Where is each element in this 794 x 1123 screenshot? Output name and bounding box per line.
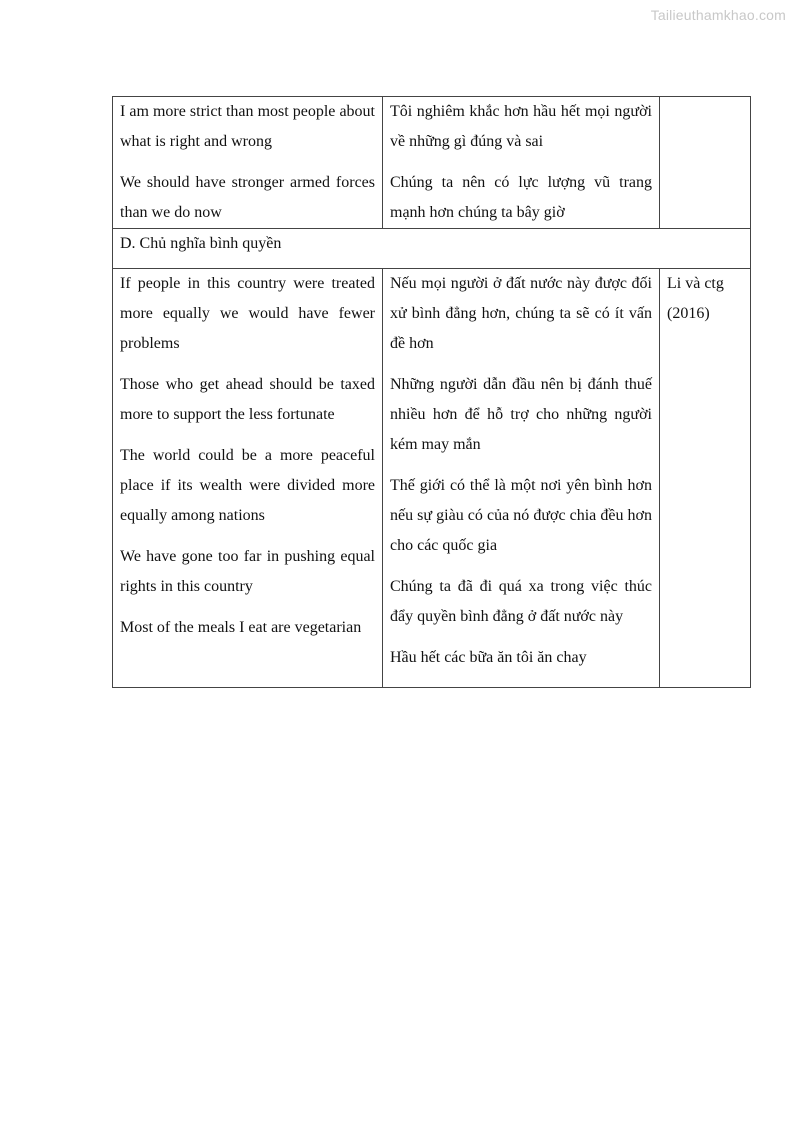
english-item: We should have stronger armed forces than we do now — [120, 174, 375, 221]
table-row — [113, 97, 751, 229]
vietnamese-item: Chúng ta nên có lực lượng vũ trang mạnh hơn chúng ta bây giờ — [390, 174, 652, 221]
english-item: Those who get ahead should be taxed more to support the less fortunate — [120, 376, 375, 423]
items-table — [112, 96, 751, 688]
english-item: If people in this country were treated more equally we would have fewer problems — [120, 275, 375, 352]
vietnamese-item: Chúng ta đã đi quá xa trong việc thúc đẩy quyền bình đẳng ở đất nước này — [390, 578, 652, 625]
vietnamese-item: Những người dẫn đầu nên bị đánh thuế nhiều hơn để hỗ trợ cho những người kém may mắn — [390, 376, 652, 453]
reference-cell — [660, 97, 751, 229]
vietnamese-item: Hầu hết các bữa ăn tôi ăn chay — [390, 649, 587, 666]
english-item: I am more strict than most people about what is right and wrong — [120, 103, 375, 150]
vietnamese-items-cell — [383, 269, 660, 688]
vietnamese-item: Thế giới có thể là một nơi yên bình hơn nếu sự giàu có của nó được chia đều hơn cho các quốc gia — [390, 477, 652, 554]
english-item: The world could be a more peaceful place if its wealth were divided more equally among nations — [120, 447, 375, 524]
vietnamese-item: Nếu mọi người ở đất nước này được đối xử bình đẳng hơn, chúng ta sẽ có ít vấn đề hơn — [390, 275, 652, 352]
table-row — [113, 269, 751, 688]
english-item: Most of the meals I eat are vegetarian — [120, 619, 362, 636]
vietnamese-items-cell — [383, 97, 660, 229]
section-heading: D. Chủ nghĩa bình quyền — [113, 229, 751, 269]
reference-cell: Li và ctg (2016) — [660, 269, 751, 688]
english-items-cell — [113, 97, 383, 229]
english-item: We have gone too far in pushing equal rights in this country — [120, 548, 375, 595]
section-heading-row — [113, 229, 751, 269]
vietnamese-item: Tôi nghiêm khắc hơn hầu hết mọi người về những gì đúng và sai — [390, 103, 652, 150]
english-items-cell — [113, 269, 383, 688]
watermark-text: Tailieuthamkhao.com — [650, 7, 786, 23]
